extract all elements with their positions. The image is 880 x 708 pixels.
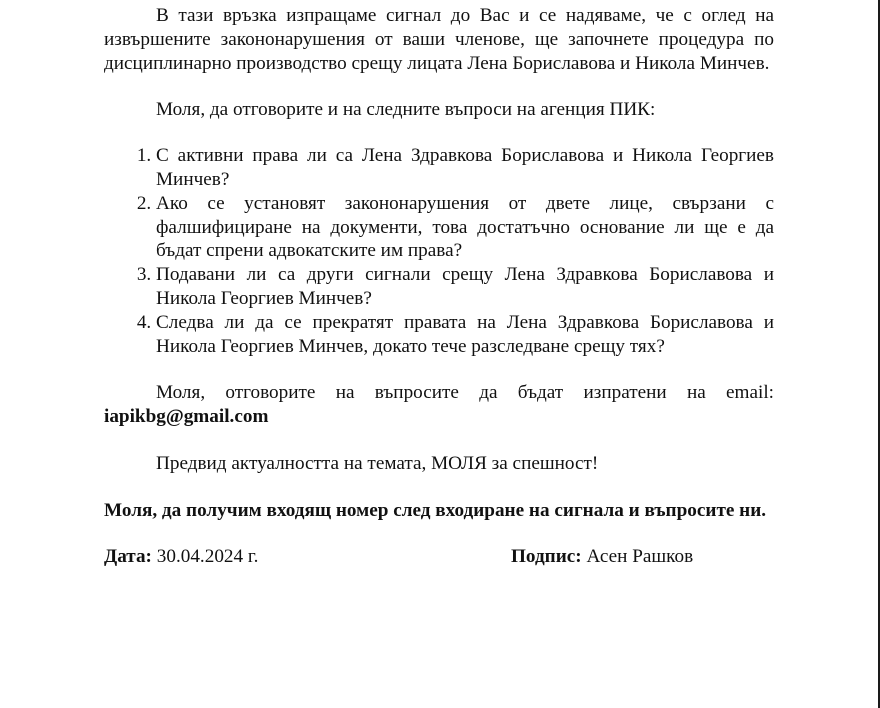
questions-list <box>104 144 774 358</box>
email-address: iapikbg@gmail.com <box>104 406 269 428</box>
questions-intro: Моля, да отговорите и на следните въпроси на агенция ПИК: <box>156 99 656 121</box>
urgency-paragraph: Предвид актуалността на темата, МОЛЯ за спешност! <box>156 452 599 474</box>
date-label: Дата: <box>104 545 152 567</box>
intro-paragraph: В тази връзка изпращаме сигнал до Вас и се надяваме, че с оглед на извършените закононарушения от ваши членове, ще започнете процедура по дисциплинарно производство срещу лицата Лена Бориславова и Никола Минчев. <box>104 5 774 74</box>
signature-value: Асен Рашков <box>586 545 694 567</box>
email-request-paragraph <box>104 381 774 405</box>
date-value: 30.04.2024 г. <box>156 545 259 567</box>
document-body <box>104 4 774 569</box>
date-signature-row <box>104 545 774 569</box>
email-request-text: Моля, отговорите на въпросите да бъдат изпратени на email: <box>156 382 774 404</box>
date-block <box>104 545 258 569</box>
signature-label: Подпис: <box>511 545 582 567</box>
question-item: 3. Подавани ли са други сигнали срещу Лена Здравкова Бориславова и Никола Георгиев Минчев? <box>156 263 774 311</box>
email-line <box>104 405 774 429</box>
incoming-number-request: Моля, да получим входящ номер след входиране на сигнала и въпросите ни. <box>104 499 767 521</box>
question-item: 2. Ако се установят закононарушения от двете лице, свързани с фалшифициране на документи, това достатъчно основание ли ще е да бъдат спрени адвокатските им права? <box>156 192 774 263</box>
question-item: 1. С активни права ли са Лена Здравкова Бориславова и Никола Георгиев Минчев? <box>156 144 774 192</box>
question-item: 4. Следва ли да се прекратят правата на Лена Здравкова Бориславова и Никола Георгиев Минчев, докато тече разследване срещу тях? <box>156 311 774 359</box>
signature-block <box>511 545 693 569</box>
